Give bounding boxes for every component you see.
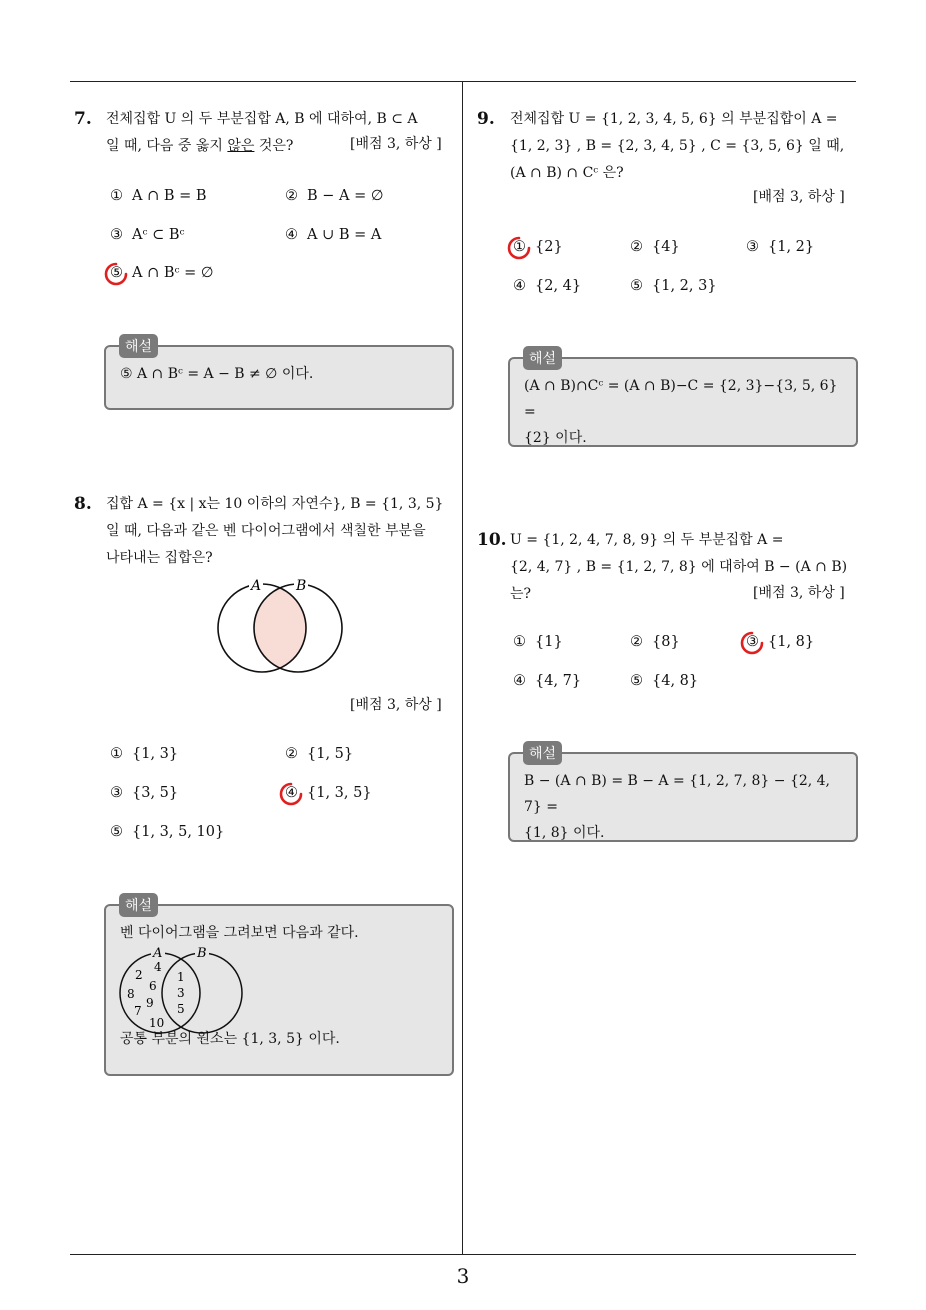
question-7-number: 7. [74,109,92,129]
q8-option-4[interactable]: ④ {1, 3, 5} [285,785,372,801]
top-rule [70,81,856,82]
question-8-text [106,491,456,572]
q7-option-3[interactable]: ③ Aᶜ ⊂ Bᶜ [110,227,185,243]
question-9-line2: {1, 2, 3} , B = {2, 3, 4, 5} , C = {3, 5, 6} 일 때, [510,138,845,154]
q10-option-5[interactable]: ⑤ {4, 8} [630,673,699,689]
q10-option-4[interactable]: ④ {4, 7} [513,673,582,689]
q8-explanation-venn [114,945,249,1035]
question-8-line1: 집합 A = {x | x는 10 이하의 자연수}, B = {1, 3, 5} [106,496,444,512]
question-8-line2: 일 때, 다음과 같은 벤 다이어그램에서 색칠한 부분을 [106,523,426,539]
q8-explanation-line1: 벤 다이어그램을 그려보면 다음과 같다. [120,925,359,941]
question-10-line2: {2, 4, 7} , B = {1, 2, 7, 8} 에 대하여 B − (A ∩ B) 는? [510,559,848,602]
q8-explanation-tag: 해설 [119,893,158,917]
q8-explanation-line2: 공통 부분의 원소는 {1, 3, 5} 이다. [120,1031,340,1047]
question-8-line3: 나타내는 집합은? [106,550,213,566]
venn-elem: 10 [149,1016,165,1030]
question-9-number: 9. [477,109,495,129]
venn-elem: 7 [134,1004,142,1018]
question-9-meta: [배점 3, 하상 ] [753,189,845,205]
question-9-text [510,106,858,187]
q9-option-3[interactable]: ③ {1, 2} [746,239,815,255]
question-7-meta: [배점 3, 하상 ] [350,136,442,152]
q10-option-2[interactable]: ② {8} [630,634,680,650]
q7-option-4[interactable]: ④ A ∪ B = A [285,227,382,243]
q9-explanation-box [508,357,858,447]
answer-mark-icon [104,262,128,286]
question-10-meta: [배점 3, 하상 ] [753,585,845,601]
q9-option-5[interactable]: ⑤ {1, 2, 3} [630,278,717,294]
venn-small-label-b: B [197,946,207,961]
q9-explanation-line2: {2} 이다. [524,430,587,446]
q8-venn-diagram [210,575,350,675]
q10-explanation-line1: B − (A ∩ B) = B − A = {1, 2, 7, 8} − {2, 4, 7} = [524,773,831,815]
question-7-line1: 전체집합 U 의 두 부분집합 A, B 에 대하여, B ⊂ A [106,111,418,127]
q8-option-3[interactable]: ③ {3, 5} [110,785,179,801]
q8-option-2[interactable]: ② {1, 5} [285,746,354,762]
question-9-line1: 전체집합 U = {1, 2, 3, 4, 5, 6} 의 부분집합이 A = [510,111,838,127]
question-9-line3: (A ∩ B) ∩ Cᶜ 은? [510,165,624,181]
q7-option-2[interactable]: ② B − A = ∅ [285,188,384,204]
question-10-line1: U = {1, 2, 4, 7, 8, 9} 의 두 부분집합 A = [510,532,784,548]
venn-elem: 8 [127,987,135,1001]
venn-label-a: A [251,578,262,594]
q7-explanation-tag: 해설 [119,334,158,358]
venn-elem: 4 [154,960,162,974]
q9-option-1[interactable]: ① {2} [513,239,563,255]
q9-explanation-line1: (A ∩ B)∩Cᶜ = (A ∩ B)−C = {2, 3}−{3, 5, 6} = [524,378,838,420]
question-8-number: 8. [74,494,92,514]
venn-elem: 9 [146,996,154,1010]
q8-option-1[interactable]: ① {1, 3} [110,746,179,762]
q7-option-1[interactable]: ① A ∩ B = B [110,188,207,204]
answer-mark-icon [740,631,764,655]
venn-elem: 5 [177,1002,185,1016]
q8-option-5[interactable]: ⑤ {1, 3, 5, 10} [110,824,225,840]
q10-explanation-line2: {1, 8} 이다. [524,825,605,841]
q9-option-4[interactable]: ④ {2, 4} [513,278,582,294]
q7-explanation-text: ⑤ A ∩ Bᶜ = A − B ≠ ∅ 이다. [120,366,314,382]
bottom-rule [70,1254,856,1255]
venn-small-label-a: A [153,946,163,961]
q10-option-3[interactable]: ③ {1, 8} [746,634,815,650]
q9-explanation-tag: 해설 [523,346,562,370]
venn-elem: 3 [177,986,185,1000]
question-8-meta: [배점 3, 하상 ] [350,697,442,713]
venn-label-b: B [296,578,307,594]
answer-mark-icon [507,236,531,260]
column-divider [462,81,463,1254]
q10-explanation-box [508,752,858,842]
q9-option-2[interactable]: ② {4} [630,239,680,255]
q10-option-1[interactable]: ① {1} [513,634,563,650]
question-10-number: 10. [477,530,507,550]
q7-option-5[interactable]: ⑤ A ∩ Bᶜ = ∅ [110,265,214,281]
page-number: 3 [456,1264,470,1288]
venn-elem: 2 [135,968,143,982]
venn-elem: 6 [149,979,157,993]
question-7-line2: 일 때, 다음 중 옳지 않은 것은? [106,138,294,154]
q10-explanation-tag: 해설 [523,741,562,765]
venn-elem: 1 [177,970,185,984]
answer-mark-icon [279,782,303,806]
